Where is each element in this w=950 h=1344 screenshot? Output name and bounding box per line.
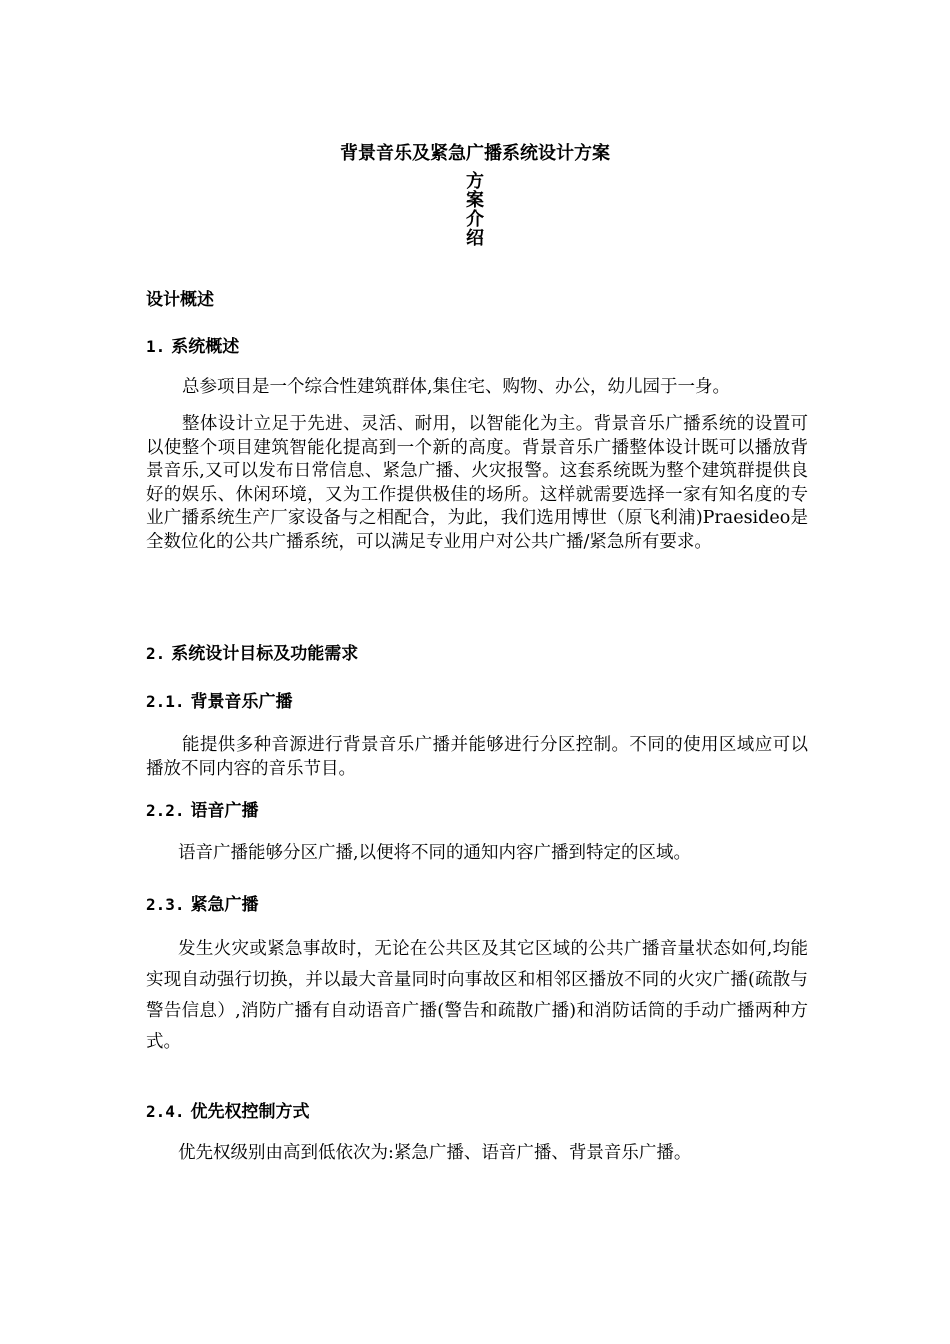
section-title: 系统设计目标及功能需求: [171, 644, 359, 664]
subtitle-char: 绍: [466, 228, 484, 249]
overview-heading: 设计概述: [146, 290, 214, 310]
subtitle-char: 介: [466, 209, 484, 230]
section-number: 2.1.: [146, 692, 185, 711]
section-2-1-heading: [146, 687, 293, 712]
section-title: 系统概述: [171, 337, 240, 357]
section-2-4-heading: [146, 1097, 310, 1122]
section-number: 2.2.: [146, 801, 185, 820]
section-title: 语音广播: [190, 801, 259, 821]
section-2-1-paragraph: 能提供多种音源进行背景音乐广播并能够进行分区控制。不同的使用区域应可以播放不同内容的音乐节目。: [146, 735, 808, 779]
section-2-heading: [146, 639, 358, 664]
section-number: 2.: [146, 644, 166, 663]
section-2-3-heading: [146, 890, 259, 915]
subtitle-char: 案: [466, 190, 484, 211]
section-number: 1.: [146, 337, 166, 356]
section-2-2-heading: [146, 796, 259, 821]
document-title: 背景音乐及紧急广播系统设计方案: [340, 143, 610, 164]
section-2-3-paragraph: 发生火灾或紧急事故时，无论在公共区及其它区域的公共广播音量状态如何,均能实现自动强行切换，并以最大音量同时向事故区和相邻区播放不同的火灾广播(疏散与警告信息）,消防广播有自动语音广播(警告和疏散广播)和消防话筒的手动广播两种方式。: [146, 939, 808, 1052]
section-title: 优先权控制方式: [190, 1102, 310, 1122]
section-1-heading: [146, 332, 239, 357]
section-title: 紧急广播: [190, 895, 259, 915]
section-2-2-paragraph: 语音广播能够分区广播,以便将不同的通知内容广播到特定的区域。: [178, 843, 692, 863]
section-1-paragraph-2: 整体设计立足于先进、灵活、耐用，以智能化为主。背景音乐广播系统的设置可以使整个项目建筑智能化提高到一个新的高度。背景音乐广播整体设计既可以播放背景音乐,又可以发布日常信息、紧急广播、火灾报警。这套系统既为整个建筑群提供良好的娱乐、休闲环境，又为工作提供极佳的场所。这样就需要选择一家有知名度的专业广播系统生产厂家设备与之相配合，为此，我们选用博世（原飞利浦)Praesideo是全数位化的公共广播系统，可以满足专业用户对公共广播/紧急所有要求。: [146, 414, 808, 552]
subtitle-char: 方: [466, 171, 484, 192]
section-number: 2.4.: [146, 1102, 185, 1121]
section-1-paragraph-1: 总参项目是一个综合性建筑群体,集住宅、购物、办公，幼儿园于一身。: [182, 377, 731, 397]
document-subtitle: [460, 172, 490, 248]
section-title: 背景音乐广播: [190, 692, 293, 712]
section-2-4-paragraph: 优先权级别由高到低依次为:紧急广播、语音广播、背景音乐广播。: [178, 1143, 692, 1163]
section-number: 2.3.: [146, 895, 185, 914]
